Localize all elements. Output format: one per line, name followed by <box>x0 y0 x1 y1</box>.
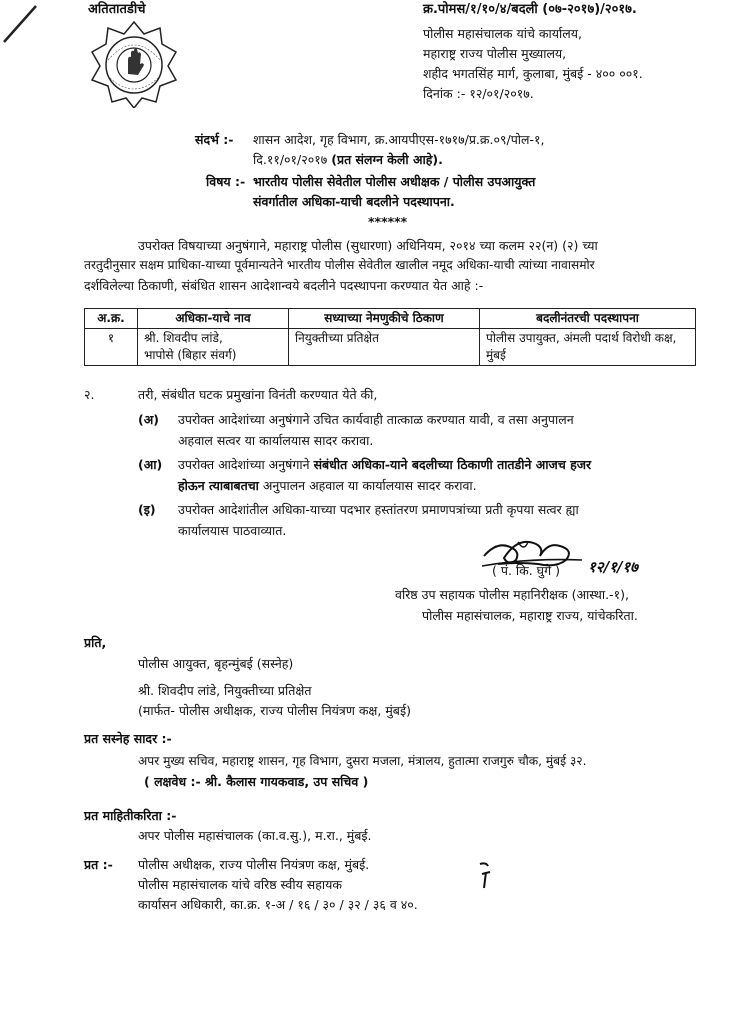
subject-line-2: संवर्गातील अधिका-याची बदलीने पदस्थापना. <box>253 194 455 209</box>
posting-table <box>84 308 696 366</box>
recipient-line: (मार्फत- पोलीस अधीक्षक, राज्य पोलीस नियंत्रण कक्ष, मुंबई) <box>138 703 411 718</box>
column-header: अधिका-याचे नाव <box>138 309 289 329</box>
body-paragraph-line: दर्शविलेल्या ठिकाणी, संबंधित शासन आदेशान्वये बदलीने पदस्थापना करण्यात येत आहे :- <box>84 278 484 293</box>
handwritten-tick-mark <box>476 860 494 890</box>
copy-line: कार्यासन अधिकारी, का.क्र. १-अ / १६ / ३० / ३२ / ३६ व ४०. <box>138 897 418 912</box>
prati-label: प्रति, <box>84 635 107 650</box>
signatory-designation-line-1: वरिष्ठ उप सहायक पोलीस महानिरीक्षक (आस्था.-१), <box>395 587 629 602</box>
item-label-aa: (आ) <box>138 457 163 472</box>
signatory-name: ( पं. कि. घुगे ) <box>492 563 560 578</box>
separator-stars: ****** <box>368 214 408 229</box>
table-header-row <box>85 309 696 329</box>
paragraph-number: २. <box>84 387 95 402</box>
copy-line: पोलीस महासंचालक यांचे वरिष्ठ स्वीय सहायक <box>138 877 342 892</box>
item-label-i: (इ) <box>138 502 156 517</box>
copy-info-label: प्रत माहितीकरिता :- <box>84 808 177 823</box>
address-line: शहीद भगतसिंह मार्ग, कुलाबा, मुंबई - ४०० ००१. <box>423 66 643 81</box>
maharashtra-police-seal <box>90 20 178 108</box>
copy-line: पोलीस अधीक्षक, राज्य पोलीस नियंत्रण कक्ष, मुंबई. <box>138 857 370 872</box>
corner-slash-mark <box>0 0 40 45</box>
copy-line: अपर मुख्य सचिव, महाराष्ट्र शासन, गृह विभाग, दुसरा मजला, मंत्रालय, हुतात्मा राजगुरु चौक, मुंबई ३२. <box>138 754 587 768</box>
body-paragraph-line: उपरोक्त विषयाच्या अनुषंगाने, महाराष्ट्र पोलीस (सुधारणा) अधिनियम, २०१४ च्या कलम २२(न) (२) च्या <box>138 238 598 253</box>
serial-cell: १ <box>85 329 138 366</box>
copy-label: प्रत :- <box>84 857 113 872</box>
item-aa-line-2: होऊन त्याबाबतचा अनुपालन अहवाल या कार्यालयास सादर करावा. <box>178 478 477 493</box>
copy-submitted-label: प्रत सस्नेह सादर :- <box>84 731 172 746</box>
subject-label: विषय :- <box>206 174 246 189</box>
item-a-line-2: अहवाल सत्वर या कार्यालयास सादर करावा. <box>178 433 374 448</box>
item-i-line-1: उपरोक्त आदेशांतील अधिका-याच्या पदभार हस्तांतरण प्रमाणपत्रांच्या प्रती कृपया सत्वर ह्या <box>178 502 579 517</box>
reference-line-1: शासन आदेश, गृह विभाग, क्र.आयपीएस-१७१७/प्र.क्र.०९/पोल-१, <box>253 132 545 147</box>
office-address <box>423 24 643 104</box>
item-i-line-2: कार्यालयास पाठवाव्यात. <box>178 523 287 538</box>
address-line: महाराष्ट्र राज्य पोलीस मुख्यालय, <box>423 46 567 61</box>
body-paragraph-line: तरतुदीनुसार सक्षम प्राधिका-याच्या पूर्वमान्यतेने भारतीय पोलीस सेवेतील खालील नमूद अधिका-याची त्यांच्या नावासमोर <box>84 258 595 272</box>
reference-line-2: दि.११/०१/२०१७ (प्रत संलग्न केली आहे). <box>253 152 443 167</box>
officer-name-cell: श्री. शिवदीप लांडे, भापोसे (बिहार संवर्ग) <box>138 329 289 366</box>
column-header: बदलीनंतरची पदस्थापना <box>480 309 696 329</box>
current-posting-cell: नियुक्तीच्या प्रतिक्षेत <box>289 329 480 366</box>
item-a-line-1: उपरोक्त आदेशांच्या अनुषंगाने उचित कार्यवाही तात्काळ करण्यात यावी, व तसा अनुपालन <box>178 412 574 427</box>
date-line: दिनांक :- १२/०१/२०१७. <box>423 86 534 101</box>
new-posting-cell: पोलीस उपायुक्त, अंमली पदार्थ विरोधी कक्ष, मुंबई <box>480 329 696 366</box>
recipient-line: श्री. शिवदीप लांडे, नियुक्तीच्या प्रतिक्षेत <box>138 683 312 698</box>
attention-line: ( लक्षवेध :- श्री. कैलास गायकवाड, उप सचिव ) <box>144 774 369 789</box>
reference-label: संदर्भ :- <box>195 132 234 147</box>
table-row <box>85 329 696 366</box>
urgency-label: अतितातडीचे <box>88 2 146 17</box>
copy-line: अपर पोलीस महासंचालक (का.व.सु.), म.रा., मुंबई. <box>138 828 372 843</box>
item-label-a: (अ) <box>138 412 159 427</box>
signatory-designation-line-2: पोलीस महासंचालक, महाराष्ट्र राज्य, यांचेकरिता. <box>422 608 638 623</box>
item-aa-line-1: उपरोक्त आदेशांच्या अनुषंगाने संबंधीत अधिका-याने बदलीच्या ठिकाणी तातडीने आजच हजर <box>178 457 592 472</box>
column-header: अ.क्र. <box>85 309 138 329</box>
recipient-line: पोलीस आयुक्त, बृहन्मुंबई (सस्नेह) <box>138 656 294 671</box>
column-header: सध्याच्या नेमणुकीचे ठिकाण <box>289 309 480 329</box>
reference-number: क्र.पोमस/१/१०/४/बदली (०७-२०१७)/२०१७. <box>423 2 637 17</box>
handwritten-date: १२/१/१७ <box>588 558 638 576</box>
subject-line-1: भारतीय पोलीस सेवेतील पोलीस अधीक्षक / पोलीस उपआयुक्त <box>253 174 536 189</box>
paragraph-intro: तरी, संबंधीत घटक प्रमुखांना विनंती करण्यात येते की, <box>138 387 378 402</box>
address-line: पोलीस महासंचालक यांचे कार्यालय, <box>423 26 582 41</box>
